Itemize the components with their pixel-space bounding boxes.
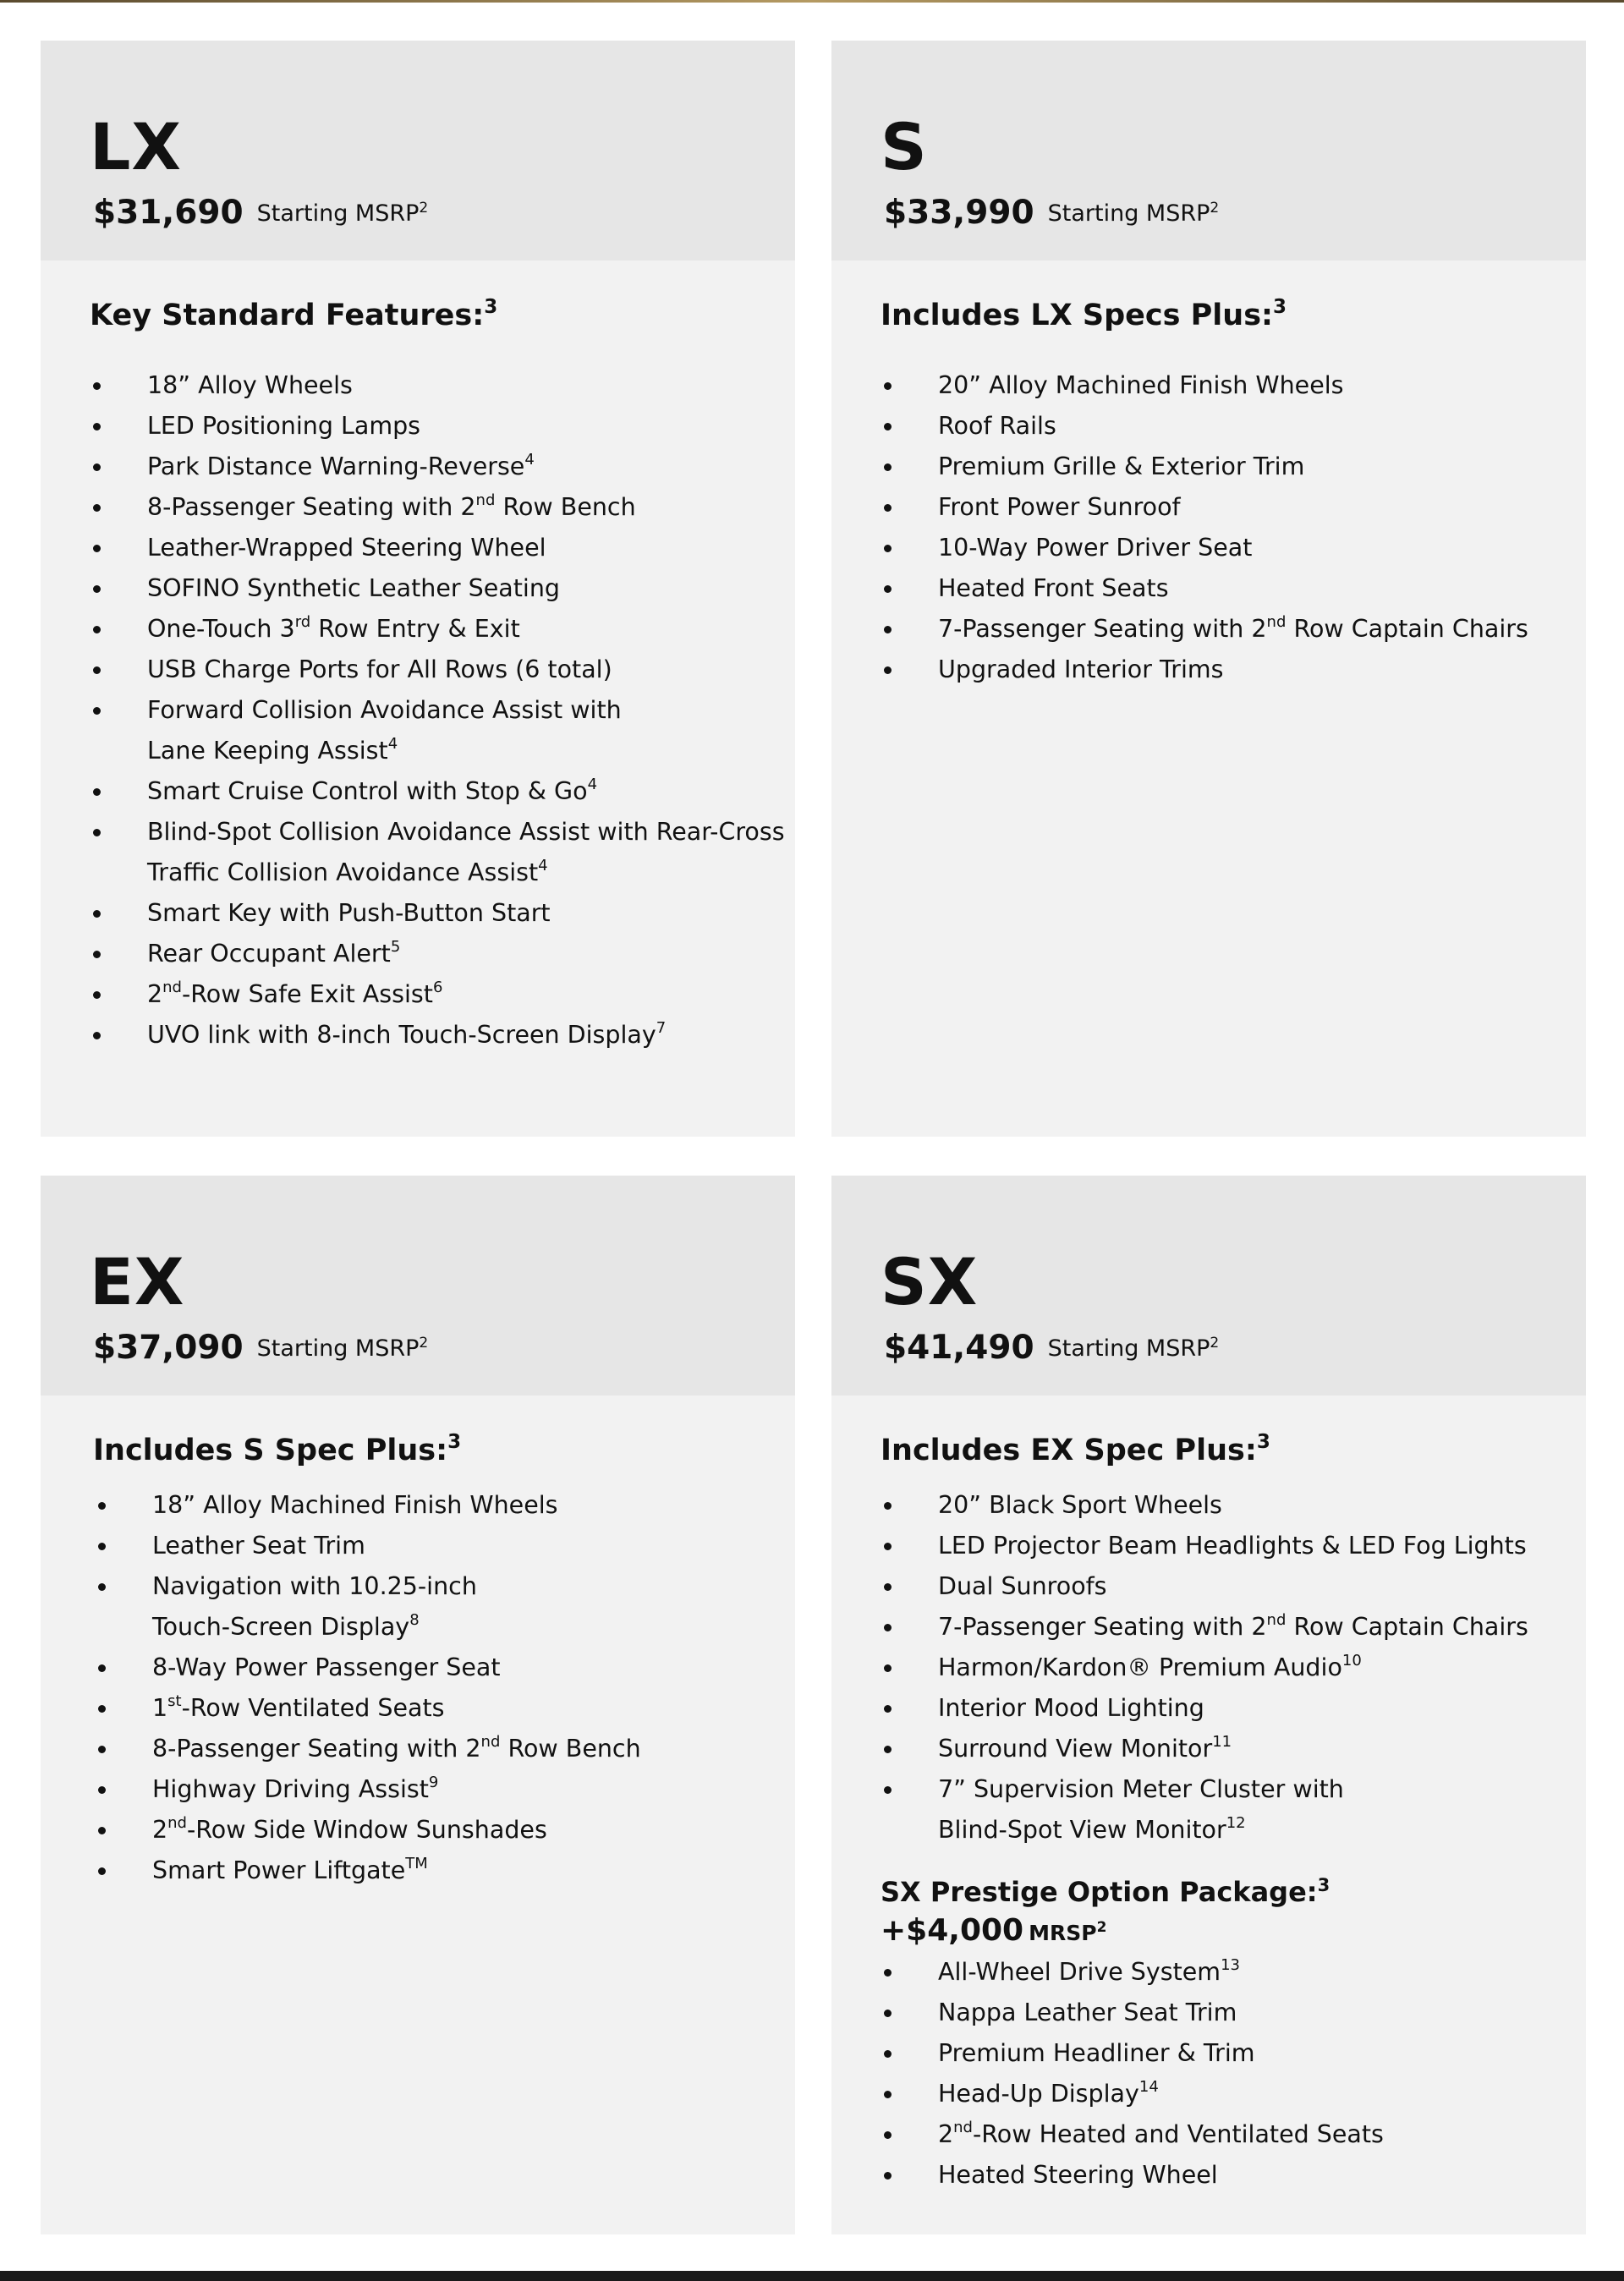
feature-item: Highway Driving Assist$^9$ <box>95 1769 641 1810</box>
feature-item: Park Distance Warning-Reverse$^4$ <box>90 447 785 487</box>
footnote-ref: 2 <box>419 200 429 217</box>
feature-item: Upgraded Interior Trims <box>881 650 1528 690</box>
feature-item: LED Positioning Lamps <box>90 406 785 447</box>
feature-item: Rear Occupant Alert$^5$ <box>90 934 785 974</box>
feature-item: 18” Alloy Machined Finish Wheels <box>95 1485 641 1526</box>
footnote-ref: 2 <box>1210 1335 1220 1352</box>
feature-item: 8-Passenger Seating with 2nd Row Bench <box>90 487 785 528</box>
feature-item: 7-Passenger Seating with 2nd Row Captain Chairs <box>881 1607 1528 1648</box>
price-row <box>93 1329 429 1367</box>
feature-item: Interior Mood Lighting <box>881 1688 1528 1729</box>
feature-item: LED Projector Beam Headlights & LED Fog Lights <box>881 1526 1528 1566</box>
feature-item: 18” Alloy Wheels <box>90 365 785 406</box>
feature-item: 2nd-Row Safe Exit Assist$^6$ <box>90 974 785 1015</box>
feature-item: Smart Key with Push-Button Start <box>90 893 785 934</box>
option-package-feature-list <box>881 1952 1384 2196</box>
feature-item: All-Wheel Drive System$^{13}$ <box>881 1952 1384 1993</box>
feature-list <box>90 365 785 1056</box>
section-title: Includes LX Specs Plus:$^3$ <box>881 296 1287 332</box>
feature-item: 2nd-Row Side Window Sunshades <box>95 1810 641 1851</box>
feature-list <box>881 1485 1528 1851</box>
feature-item: 20” Alloy Machined Finish Wheels <box>881 365 1528 406</box>
feature-item: Smart Cruise Control with Stop & Go$^4$ <box>90 771 785 812</box>
section-title: Includes EX Spec Plus:$^3$ <box>881 1431 1270 1467</box>
footnote-ref: 3 <box>1317 1875 1330 1895</box>
footnote-ref: 3 <box>1256 1431 1270 1453</box>
feature-item: 10-Way Power Driver Seat <box>881 528 1528 568</box>
option-package-price: +$4,000 <box>881 1913 1024 1948</box>
trim-name: LX <box>90 109 183 184</box>
trim-header-ex <box>41 1176 795 1395</box>
feature-item: Blind-Spot Collision Avoidance Assist with Rear-Cross Traffic Collision Avoidance Assist$^4$ <box>90 812 785 893</box>
feature-item: 20” Black Sport Wheels <box>881 1485 1528 1526</box>
trim-price: $33,990 <box>884 194 1034 232</box>
feature-item: Leather-Wrapped Steering Wheel <box>90 528 785 568</box>
trim-header-lx <box>41 41 795 260</box>
feature-item: Leather Seat Trim <box>95 1526 641 1566</box>
msrp-label: Starting MSRP$^2$ <box>256 1335 429 1362</box>
feature-item: Dual Sunroofs <box>881 1566 1528 1607</box>
trim-price: $37,090 <box>93 1329 244 1367</box>
feature-item: 7” Supervision Meter Cluster with Blind-Spot View Monitor$^{12}$ <box>881 1769 1528 1851</box>
msrp-label: Starting MSRP$^2$ <box>1047 200 1220 227</box>
trim-card-lx <box>41 41 795 1137</box>
msrp-label: Starting MSRP$^2$ <box>256 200 429 227</box>
option-package-msrp-label: MRSP$^2$ <box>1029 1919 1107 1945</box>
footnote-ref: 2 <box>419 1335 429 1352</box>
feature-item: Smart Power Liftgate™ <box>95 1851 641 1891</box>
feature-item: Premium Headliner & Trim <box>881 2033 1384 2074</box>
feature-item: 8-Way Power Passenger Seat <box>95 1648 641 1688</box>
feature-item: Forward Collision Avoidance Assist with Lane Keeping Assist$^4$ <box>90 690 785 771</box>
footnote-ref: 2 <box>1096 1919 1107 1936</box>
price-row <box>884 194 1220 232</box>
feature-item: Heated Steering Wheel <box>881 2155 1384 2196</box>
feature-item: Front Power Sunroof <box>881 487 1528 528</box>
trim-price: $41,490 <box>884 1329 1034 1367</box>
feature-item: Harmon/Kardon® Premium Audio$^{10}$ <box>881 1648 1528 1688</box>
feature-item: 8-Passenger Seating with 2nd Row Bench <box>95 1729 641 1769</box>
feature-item: Navigation with 10.25-inch Touch-Screen Display$^8$ <box>95 1566 641 1648</box>
trim-card-s <box>831 41 1586 1137</box>
feature-item: Premium Grille & Exterior Trim <box>881 447 1528 487</box>
feature-item: 7-Passenger Seating with 2nd Row Captain Chairs <box>881 609 1528 650</box>
section-title: Includes S Spec Plus:$^3$ <box>93 1431 462 1467</box>
feature-item: 1st-Row Ventilated Seats <box>95 1688 641 1729</box>
feature-item: 2nd-Row Heated and Ventilated Seats <box>881 2114 1384 2155</box>
feature-item: Heated Front Seats <box>881 568 1528 609</box>
footnote-ref: 3 <box>447 1431 462 1453</box>
feature-item: Roof Rails <box>881 406 1528 447</box>
msrp-label: Starting MSRP$^2$ <box>1047 1335 1220 1362</box>
trim-header-s <box>831 41 1586 260</box>
trim-name: EX <box>90 1244 185 1319</box>
top-accent-rule <box>0 0 1624 3</box>
section-title: Key Standard Features:$^3$ <box>90 296 498 332</box>
footnote-ref: 3 <box>484 296 498 318</box>
feature-item: Surround View Monitor$^{11}$ <box>881 1729 1528 1769</box>
feature-item: SOFINO Synthetic Leather Seating <box>90 568 785 609</box>
trim-name: SX <box>881 1244 979 1319</box>
feature-item: USB Charge Ports for All Rows (6 total) <box>90 650 785 690</box>
trim-price: $31,690 <box>93 194 244 232</box>
feature-item: Head-Up Display$^{14}$ <box>881 2074 1384 2114</box>
price-row <box>93 194 429 232</box>
feature-item: One-Touch 3rd Row Entry & Exit <box>90 609 785 650</box>
feature-list <box>881 365 1528 690</box>
feature-list <box>95 1485 641 1891</box>
option-package-title: SX Prestige Option Package:$^3$ +$4,000 MRSP$^2$ <box>881 1875 1330 1948</box>
footnote-ref: 3 <box>1273 296 1287 318</box>
trim-name: S <box>881 109 928 184</box>
trim-card-ex <box>41 1176 795 2234</box>
bottom-bar <box>0 2271 1624 2281</box>
feature-item: UVO link with 8-inch Touch-Screen Display$^7$ <box>90 1015 785 1056</box>
feature-item: Nappa Leather Seat Trim <box>881 1993 1384 2033</box>
footnote-ref: 2 <box>1210 200 1220 217</box>
trim-header-sx <box>831 1176 1586 1395</box>
trim-card-sx <box>831 1176 1586 2234</box>
price-row <box>884 1329 1220 1367</box>
